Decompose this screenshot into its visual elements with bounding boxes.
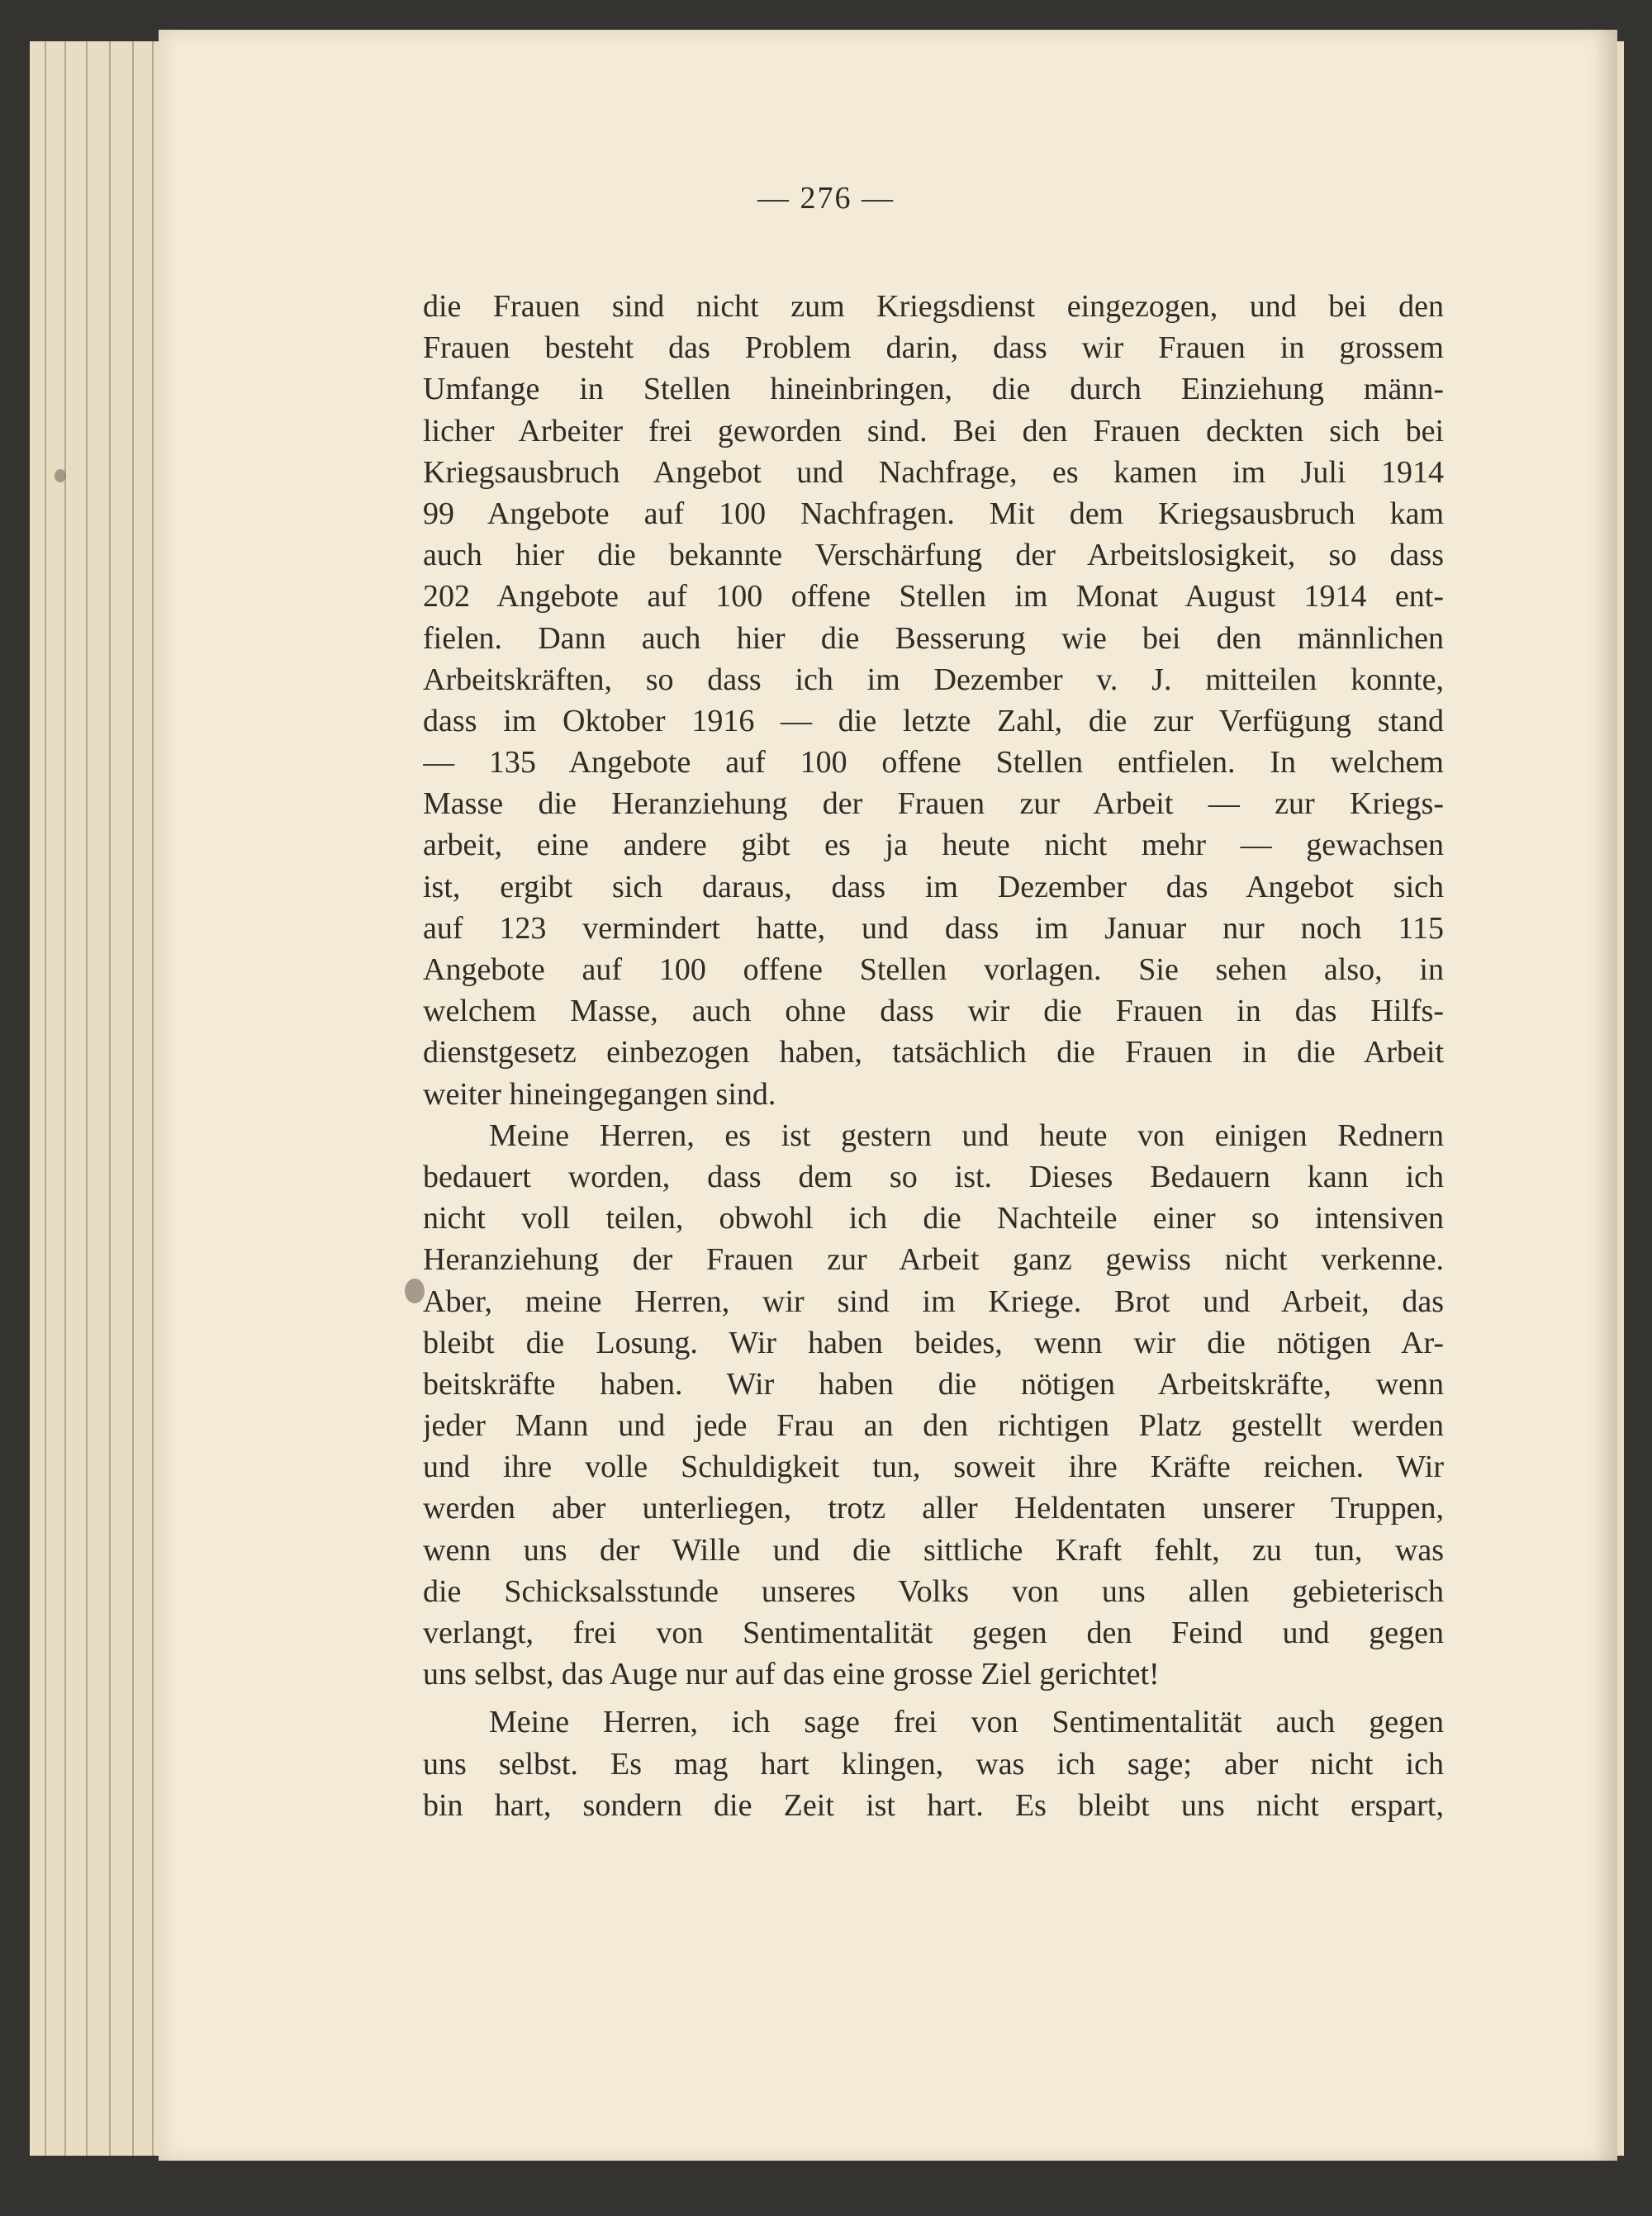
text-line: beitskräfte haben. Wir haben die nötigen Arbeitskräfte, wenn (423, 1366, 1444, 1402)
text-line: licher Arbeiter frei geworden sind. Bei den Frauen deckten sich bei (423, 413, 1444, 448)
page-edge-line (132, 41, 134, 2156)
page-edge-line (109, 41, 111, 2156)
paragraph-spacing (423, 1695, 1444, 1701)
text-line: verlangt, frei von Sentimentalität gegen den Feind und gegen (423, 1616, 1444, 1650)
text-line: 99 Angebote auf 100 Nachfragen. Mit dem Kriegsausbruch kam (423, 496, 1444, 531)
text-line: uns selbst. Es mag hart klingen, was ich sage; aber nicht ich (423, 1746, 1444, 1782)
text-line: Angebote auf 100 offene Stellen vorlagen. Sie sehen also, in (423, 952, 1444, 987)
paragraph-1 (423, 286, 1444, 1115)
paragraph-2 (423, 1115, 1444, 1696)
text-line: auf 123 vermindert hatte, und dass im Januar nur noch 115 (423, 910, 1444, 946)
text-line: werden aber unterliegen, trotz aller Heldentaten unserer Truppen, (423, 1491, 1444, 1526)
page-edge-line (45, 41, 46, 2156)
text-line: bedauert worden, dass dem so ist. Dieses Bedauern kann ich (423, 1159, 1444, 1194)
text-line: auch hier die bekannte Verschärfung der Arbeitslosigkeit, so dass (423, 538, 1444, 573)
page-edge-line (64, 41, 66, 2156)
text-line: bleibt die Losung. Wir haben beides, wenn wir die nötigen Ar- (423, 1325, 1444, 1360)
text-line: jeder Mann und jede Frau an den richtigen Platz gestellt werden (423, 1408, 1444, 1444)
main-text (423, 286, 1444, 1826)
page-number: — 276 — (757, 181, 895, 216)
text-line: und ihre volle Schuldigkeit tun, soweit ihre Kräfte reichen. Wir (423, 1450, 1444, 1485)
text-line: Arbeitskräften, so dass ich im Dezember v. J. mitteilen konnte, (423, 662, 1444, 697)
text-line: Aber, meine Herren, wir sind im Kriege. Brot und Arbeit, das (423, 1284, 1444, 1319)
page-stain (55, 469, 66, 482)
text-line: ist, ergibt sich daraus, dass im Dezember das Angebot sich (423, 869, 1444, 904)
text-line: uns selbst, das Auge nur auf das eine grosse Ziel gerichtet! (423, 1657, 1160, 1692)
text-line: nicht voll teilen, obwohl ich die Nachteile einer so intensiven (423, 1201, 1444, 1236)
text-line: arbeit, eine andere gibt es ja heute nicht mehr — gewachsen (423, 828, 1444, 863)
text-line: 202 Angebote auf 100 offene Stellen im Monat August 1914 ent- (423, 579, 1444, 615)
text-line: — 135 Angebote auf 100 offene Stellen entfielen. In welchem (423, 745, 1444, 781)
text-line: Meine Herren, es ist gestern und heute von einigen Rednern (489, 1117, 1444, 1153)
text-line: fielen. Dann auch hier die Besserung wie bei den männlichen (423, 620, 1444, 656)
text-line: bin hart, sondern die Zeit ist hart. Es bleibt uns nicht erspart, (423, 1787, 1444, 1823)
paragraph-3 (423, 1701, 1444, 1826)
text-line: Heranziehung der Frauen zur Arbeit ganz gewiss nicht verkenne. (423, 1242, 1444, 1278)
text-line: Frauen besteht das Problem darin, dass wir Frauen in grossem (423, 330, 1444, 366)
text-line: Umfange in Stellen hineinbringen, die durch Einziehung männ- (423, 372, 1444, 407)
page-edge-line (86, 41, 88, 2156)
text-line: Kriegsausbruch Angebot und Nachfrage, es kamen im Juli 1914 (423, 454, 1444, 490)
text-line: wenn uns der Wille und die sittliche Kraft fehlt, zu tun, was (423, 1532, 1444, 1568)
text-line: dass im Oktober 1916 — die letzte Zahl, die zur Verfügung stand (423, 703, 1444, 738)
text-line: Masse die Heranziehung der Frauen zur Arbeit — zur Kriegs- (423, 786, 1444, 822)
page-stain (405, 1279, 425, 1303)
text-line: dienstgesetz einbezogen haben, tatsächlich die Frauen in die Arbeit (423, 1035, 1444, 1070)
text-line: Meine Herren, ich sage frei von Sentimentalität auch gegen (489, 1705, 1444, 1740)
page-edge-line (152, 41, 154, 2156)
text-line: die Schicksalsstunde unseres Volks von uns allen gebieterisch (423, 1573, 1444, 1609)
text-line: weiter hineingegangen sind. (423, 1076, 776, 1112)
text-line: welchem Masse, auch ohne dass wir die Frauen in das Hilfs- (423, 994, 1444, 1029)
text-line: die Frauen sind nicht zum Kriegsdienst eingezogen, und bei den (423, 289, 1444, 324)
